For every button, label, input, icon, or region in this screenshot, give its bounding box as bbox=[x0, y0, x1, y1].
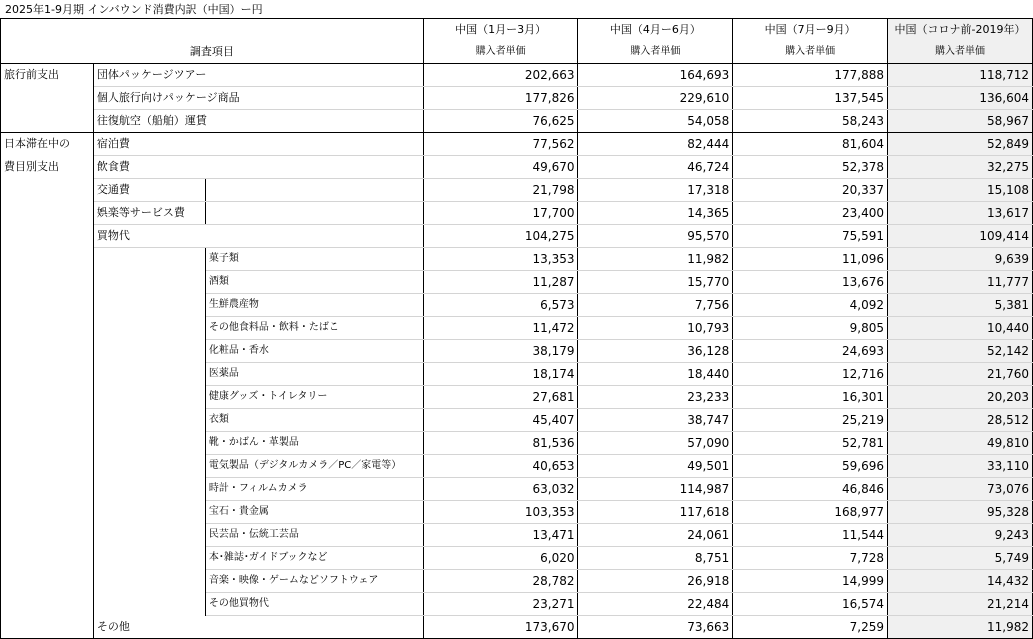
value-cell: 38,179 bbox=[423, 340, 578, 363]
item-label: 団体パッケージツアー bbox=[93, 64, 423, 87]
item-label: 宿泊費 bbox=[93, 133, 423, 156]
group-cell bbox=[1, 570, 94, 593]
indent-cell bbox=[93, 524, 205, 547]
table-row bbox=[1, 616, 1033, 639]
value-cell: 177,888 bbox=[733, 64, 888, 87]
table-row bbox=[1, 340, 1033, 363]
value-cell: 52,849 bbox=[887, 133, 1032, 156]
group-cell bbox=[1, 225, 94, 248]
item-label: 電気製品（デジタルカメラ／PC／家電等） bbox=[205, 455, 423, 478]
value-cell: 104,275 bbox=[423, 225, 578, 248]
value-cell: 9,805 bbox=[733, 317, 888, 340]
value-cell: 11,544 bbox=[733, 524, 888, 547]
value-cell: 103,353 bbox=[423, 501, 578, 524]
value-cell: 6,020 bbox=[423, 547, 578, 570]
value-cell: 13,471 bbox=[423, 524, 578, 547]
value-cell: 10,440 bbox=[887, 317, 1032, 340]
value-cell: 109,414 bbox=[887, 225, 1032, 248]
value-cell: 20,203 bbox=[887, 386, 1032, 409]
header-row-metric bbox=[1, 41, 1033, 64]
value-cell: 40,653 bbox=[423, 455, 578, 478]
table-row bbox=[1, 271, 1033, 294]
group-cell bbox=[1, 179, 94, 202]
value-cell: 137,545 bbox=[733, 87, 888, 110]
value-cell: 25,219 bbox=[733, 409, 888, 432]
group-cell bbox=[1, 524, 94, 547]
value-cell: 24,061 bbox=[578, 524, 733, 547]
indent-cell bbox=[93, 570, 205, 593]
period-header: 中国（7月ー9月） bbox=[733, 19, 888, 42]
item-label: その他食料品・飲料・たばこ bbox=[205, 317, 423, 340]
item-label: 宝石・貴金属 bbox=[205, 501, 423, 524]
group-cell bbox=[1, 386, 94, 409]
value-cell: 58,967 bbox=[887, 110, 1032, 133]
value-cell: 164,693 bbox=[578, 64, 733, 87]
table-row bbox=[1, 110, 1033, 133]
value-cell: 5,381 bbox=[887, 294, 1032, 317]
group-cell bbox=[1, 202, 94, 225]
group-cell bbox=[1, 547, 94, 570]
value-cell: 18,174 bbox=[423, 363, 578, 386]
value-cell: 73,663 bbox=[578, 616, 733, 639]
item-label: 本･雑誌･ガイドブックなど bbox=[205, 547, 423, 570]
value-cell: 173,670 bbox=[423, 616, 578, 639]
value-cell: 10,793 bbox=[578, 317, 733, 340]
value-cell: 57,090 bbox=[578, 432, 733, 455]
table-row bbox=[1, 478, 1033, 501]
value-cell: 46,846 bbox=[733, 478, 888, 501]
group-cell bbox=[1, 593, 94, 616]
value-cell: 14,999 bbox=[733, 570, 888, 593]
blank-cell bbox=[205, 179, 423, 202]
table-row bbox=[1, 202, 1033, 225]
value-cell: 38,747 bbox=[578, 409, 733, 432]
metric-header: 購入者単価 bbox=[733, 41, 888, 64]
item-label: 化粧品・香水 bbox=[205, 340, 423, 363]
period-header: 中国（1月ー3月） bbox=[423, 19, 578, 42]
metric-header: 購入者単価 bbox=[423, 41, 578, 64]
period-header: 中国（コロナ前-2019年） bbox=[887, 19, 1032, 42]
value-cell: 11,982 bbox=[887, 616, 1032, 639]
metric-header: 購入者単価 bbox=[578, 41, 733, 64]
indent-cell bbox=[93, 593, 205, 616]
value-cell: 59,696 bbox=[733, 455, 888, 478]
indent-cell bbox=[93, 478, 205, 501]
indent-cell bbox=[93, 501, 205, 524]
value-cell: 7,756 bbox=[578, 294, 733, 317]
value-cell: 21,798 bbox=[423, 179, 578, 202]
value-cell: 5,749 bbox=[887, 547, 1032, 570]
indent-cell bbox=[93, 363, 205, 386]
group-label-in-japan-2: 費目別支出 bbox=[1, 156, 94, 179]
value-cell: 33,110 bbox=[887, 455, 1032, 478]
value-cell: 46,724 bbox=[578, 156, 733, 179]
value-cell: 73,076 bbox=[887, 478, 1032, 501]
value-cell: 11,096 bbox=[733, 248, 888, 271]
value-cell: 8,751 bbox=[578, 547, 733, 570]
header-row-periods bbox=[1, 19, 1033, 42]
group-cell bbox=[1, 317, 94, 340]
value-cell: 49,810 bbox=[887, 432, 1032, 455]
indent-cell bbox=[93, 409, 205, 432]
value-cell: 23,400 bbox=[733, 202, 888, 225]
value-cell: 15,770 bbox=[578, 271, 733, 294]
value-cell: 52,378 bbox=[733, 156, 888, 179]
value-cell: 81,604 bbox=[733, 133, 888, 156]
group-cell bbox=[1, 432, 94, 455]
value-cell: 63,032 bbox=[423, 478, 578, 501]
value-cell: 12,716 bbox=[733, 363, 888, 386]
header-blank bbox=[1, 19, 424, 42]
table-row bbox=[1, 294, 1033, 317]
item-label: その他 bbox=[93, 616, 423, 639]
value-cell: 202,663 bbox=[423, 64, 578, 87]
table-row bbox=[1, 570, 1033, 593]
value-cell: 16,574 bbox=[733, 593, 888, 616]
item-label: 時計・フィルムカメラ bbox=[205, 478, 423, 501]
group-cell bbox=[1, 455, 94, 478]
value-cell: 21,214 bbox=[887, 593, 1032, 616]
value-cell: 95,570 bbox=[578, 225, 733, 248]
table-row bbox=[1, 593, 1033, 616]
value-cell: 76,625 bbox=[423, 110, 578, 133]
value-cell: 49,670 bbox=[423, 156, 578, 179]
value-cell: 136,604 bbox=[887, 87, 1032, 110]
table-row bbox=[1, 501, 1033, 524]
value-cell: 177,826 bbox=[423, 87, 578, 110]
value-cell: 36,128 bbox=[578, 340, 733, 363]
value-cell: 52,142 bbox=[887, 340, 1032, 363]
group-cell bbox=[1, 409, 94, 432]
table-row bbox=[1, 64, 1033, 87]
indent-cell bbox=[93, 248, 205, 271]
group-cell bbox=[1, 501, 94, 524]
item-label: 個人旅行向けパッケージ商品 bbox=[93, 87, 423, 110]
value-cell: 4,092 bbox=[733, 294, 888, 317]
table-row bbox=[1, 87, 1033, 110]
indent-cell bbox=[93, 271, 205, 294]
value-cell: 17,318 bbox=[578, 179, 733, 202]
value-cell: 168,977 bbox=[733, 501, 888, 524]
item-label: 靴・かばん・革製品 bbox=[205, 432, 423, 455]
group-cell bbox=[1, 478, 94, 501]
value-cell: 27,681 bbox=[423, 386, 578, 409]
indent-cell bbox=[93, 455, 205, 478]
period-header: 中国（4月ー6月） bbox=[578, 19, 733, 42]
group-cell bbox=[1, 294, 94, 317]
value-cell: 9,639 bbox=[887, 248, 1032, 271]
value-cell: 58,243 bbox=[733, 110, 888, 133]
table-row bbox=[1, 547, 1033, 570]
indent-cell bbox=[93, 386, 205, 409]
value-cell: 7,728 bbox=[733, 547, 888, 570]
value-cell: 16,301 bbox=[733, 386, 888, 409]
group-cell bbox=[1, 87, 94, 110]
indent-cell bbox=[93, 317, 205, 340]
value-cell: 28,512 bbox=[887, 409, 1032, 432]
table-row bbox=[1, 248, 1033, 271]
sheet-title: 2025年1-9月期 インバウンド消費内訳（中国）ー円 bbox=[5, 3, 263, 16]
value-cell: 20,337 bbox=[733, 179, 888, 202]
value-cell: 45,407 bbox=[423, 409, 578, 432]
value-cell: 114,987 bbox=[578, 478, 733, 501]
value-cell: 49,501 bbox=[578, 455, 733, 478]
group-cell bbox=[1, 271, 94, 294]
indent-cell bbox=[93, 432, 205, 455]
value-cell: 17,700 bbox=[423, 202, 578, 225]
item-label: 飲食費 bbox=[93, 156, 423, 179]
value-cell: 28,782 bbox=[423, 570, 578, 593]
value-cell: 21,760 bbox=[887, 363, 1032, 386]
value-cell: 14,432 bbox=[887, 570, 1032, 593]
metric-header: 購入者単価 bbox=[887, 41, 1032, 64]
group-label-in-japan-1: 日本滞在中の bbox=[1, 133, 94, 156]
value-cell: 15,108 bbox=[887, 179, 1032, 202]
value-cell: 13,353 bbox=[423, 248, 578, 271]
item-label: 衣類 bbox=[205, 409, 423, 432]
group-cell bbox=[1, 110, 94, 133]
value-cell: 6,573 bbox=[423, 294, 578, 317]
item-label: 生鮮農産物 bbox=[205, 294, 423, 317]
value-cell: 18,440 bbox=[578, 363, 733, 386]
value-cell: 11,472 bbox=[423, 317, 578, 340]
value-cell: 26,918 bbox=[578, 570, 733, 593]
value-cell: 75,591 bbox=[733, 225, 888, 248]
group-cell bbox=[1, 616, 94, 639]
value-cell: 52,781 bbox=[733, 432, 888, 455]
value-cell: 13,676 bbox=[733, 271, 888, 294]
item-label: 健康グッズ・トイレタリー bbox=[205, 386, 423, 409]
value-cell: 32,275 bbox=[887, 156, 1032, 179]
table-row bbox=[1, 363, 1033, 386]
value-cell: 23,271 bbox=[423, 593, 578, 616]
value-cell: 7,259 bbox=[733, 616, 888, 639]
value-cell: 229,610 bbox=[578, 87, 733, 110]
spending-table bbox=[0, 18, 1033, 639]
value-cell: 117,618 bbox=[578, 501, 733, 524]
group-cell bbox=[1, 248, 94, 271]
value-cell: 81,536 bbox=[423, 432, 578, 455]
item-label: 交通費 bbox=[93, 179, 205, 202]
value-cell: 13,617 bbox=[887, 202, 1032, 225]
survey-item-header: 調査項目 bbox=[1, 41, 424, 64]
group-label-pre-travel: 旅行前支出 bbox=[1, 64, 94, 87]
value-cell: 11,982 bbox=[578, 248, 733, 271]
table-row bbox=[1, 386, 1033, 409]
value-cell: 14,365 bbox=[578, 202, 733, 225]
item-label: 音楽・映像・ゲームなどソフトウェア bbox=[205, 570, 423, 593]
table-row bbox=[1, 455, 1033, 478]
value-cell: 82,444 bbox=[578, 133, 733, 156]
value-cell: 95,328 bbox=[887, 501, 1032, 524]
item-label: 娯楽等サービス費 bbox=[93, 202, 205, 225]
indent-cell bbox=[93, 547, 205, 570]
value-cell: 9,243 bbox=[887, 524, 1032, 547]
item-label: 往復航空（船舶）運賃 bbox=[93, 110, 423, 133]
value-cell: 11,777 bbox=[887, 271, 1032, 294]
value-cell: 11,287 bbox=[423, 271, 578, 294]
table-row bbox=[1, 409, 1033, 432]
item-label: その他買物代 bbox=[205, 593, 423, 616]
item-label: 買物代 bbox=[93, 225, 423, 248]
item-label: 医薬品 bbox=[205, 363, 423, 386]
item-label: 菓子類 bbox=[205, 248, 423, 271]
table-row bbox=[1, 317, 1033, 340]
indent-cell bbox=[93, 340, 205, 363]
value-cell: 22,484 bbox=[578, 593, 733, 616]
table-row bbox=[1, 179, 1033, 202]
indent-cell bbox=[93, 294, 205, 317]
value-cell: 54,058 bbox=[578, 110, 733, 133]
blank-cell bbox=[205, 202, 423, 225]
value-cell: 24,693 bbox=[733, 340, 888, 363]
table-row bbox=[1, 225, 1033, 248]
table-row bbox=[1, 524, 1033, 547]
table-row bbox=[1, 133, 1033, 156]
value-cell: 118,712 bbox=[887, 64, 1032, 87]
group-cell bbox=[1, 340, 94, 363]
table-row bbox=[1, 432, 1033, 455]
value-cell: 23,233 bbox=[578, 386, 733, 409]
value-cell: 77,562 bbox=[423, 133, 578, 156]
group-cell bbox=[1, 363, 94, 386]
table-row bbox=[1, 156, 1033, 179]
item-label: 民芸品・伝統工芸品 bbox=[205, 524, 423, 547]
item-label: 酒類 bbox=[205, 271, 423, 294]
